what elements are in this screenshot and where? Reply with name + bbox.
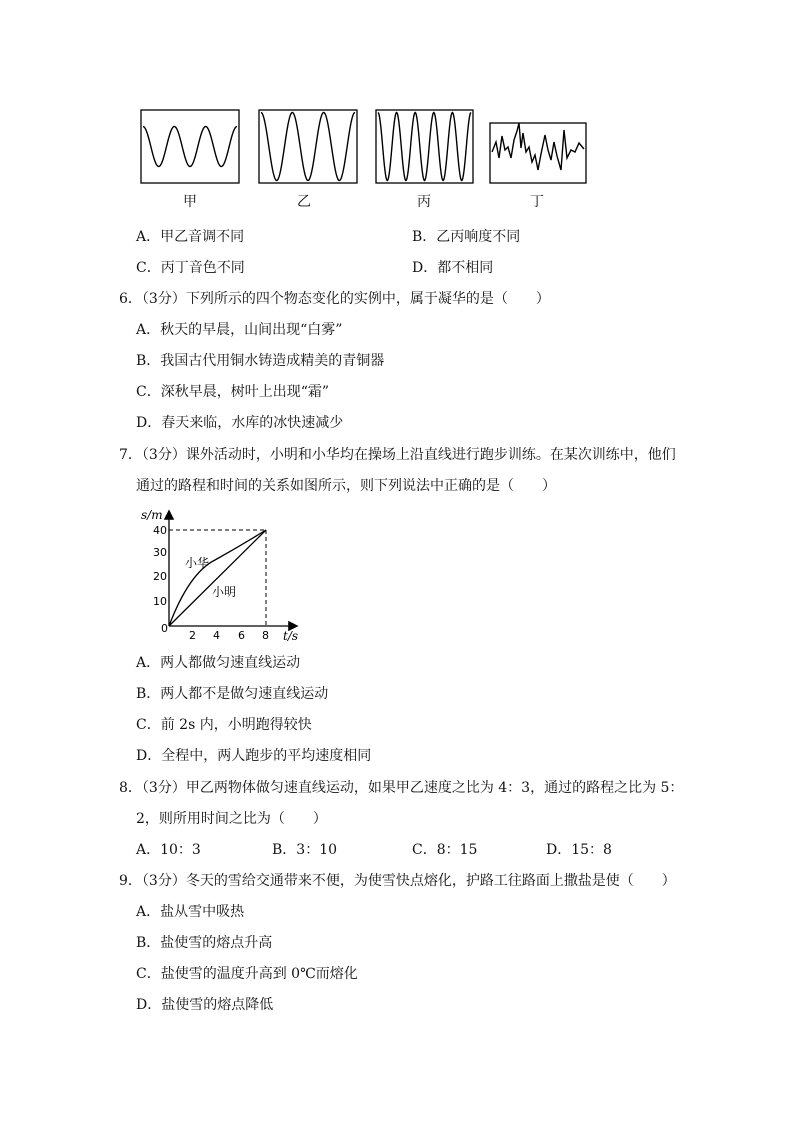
q7-curve-xiaoming xyxy=(169,530,266,626)
q8-option-d: D．15：8 xyxy=(546,842,612,858)
q5-option-c: C．丙丁音色不同 xyxy=(136,260,245,276)
q7-curve-label-xiaohua: 小华 xyxy=(185,556,210,570)
q7-graph-ytick: 30 xyxy=(153,546,167,559)
q7-graph-ylabel: s/m xyxy=(141,508,163,522)
q9-option-c: C．盐使雪的温度升高到 0℃而熔化 xyxy=(136,966,358,982)
wave-caption-bing: 丙 xyxy=(417,194,431,210)
q8-option-a: A．10：3 xyxy=(136,842,201,858)
q7-option-b: B．两人都不是做匀速直线运动 xyxy=(136,686,329,702)
q8-option-b: B．3：10 xyxy=(272,842,338,858)
q7-option-a: A．两人都做匀速直线运动 xyxy=(136,655,301,671)
q8-option-c: C．8：15 xyxy=(412,842,478,858)
q7-graph-ytick: 10 xyxy=(153,595,167,608)
q9-option-a: A．盐从雪中吸热 xyxy=(136,904,245,920)
q7-graph-xtick: 6 xyxy=(238,629,245,642)
q7-option-d: D．全程中，两人跑步的平均速度相同 xyxy=(136,748,372,764)
q7-graph-ytick: 40 xyxy=(153,524,167,537)
wave-caption-yi: 乙 xyxy=(297,194,311,210)
q7-stem-line1: 7．（3分）课外活动时，小明和小华均在操场上沿直线进行跑步训练。在某次训练中，他们 xyxy=(119,447,676,463)
q6-stem: 6．（3分）下列所示的四个物态变化的实例中，属于凝华的是（ ） xyxy=(119,291,550,307)
q7-stem-line2: 通过的路程和时间的关系如图所示，则下列说法中正确的是（ ） xyxy=(136,478,556,494)
q7-graph-xtick: 8 xyxy=(262,629,269,642)
q7-graph-ytick: 20 xyxy=(153,570,167,583)
q9-stem: 9．（3分）冬天的雪给交通带来不便，为使雪快点熔化，护路工往路面上撒盐是使（ ） xyxy=(119,873,676,889)
q8-stem-line2: 2，则所用时间之比为（ ） xyxy=(136,811,327,827)
q7-graph-origin: 0 xyxy=(161,622,168,635)
wave-caption-ding: 丁 xyxy=(530,194,544,210)
q7-graph-xtick: 4 xyxy=(213,629,220,642)
q6-option-a: A．秋天的早晨，山间出现“白雾” xyxy=(136,322,343,338)
wave-caption-jia: 甲 xyxy=(183,194,197,210)
q8-stem-line1: 8．（3分）甲乙两物体做匀速直线运动，如果甲乙速度之比为 4：3，通过的路程之比为 5： xyxy=(119,780,684,796)
q9-option-d: D．盐使雪的熔点降低 xyxy=(136,997,274,1013)
q6-option-c: C．深秋早晨，树叶上出现“霜” xyxy=(136,384,330,400)
q5-option-b: B．乙丙响度不同 xyxy=(412,229,521,245)
q6-option-b: B．我国古代用铜水铸造成精美的青铜器 xyxy=(136,353,385,369)
q9-option-b: B．盐使雪的熔点升高 xyxy=(136,935,273,951)
q6-option-d: D．春天来临，水库的冰快速减少 xyxy=(136,415,344,431)
q7-graph-xtick: 2 xyxy=(189,629,196,642)
q7-graph-xlabel: t/s xyxy=(283,629,299,643)
q5-option-a: A．甲乙音调不同 xyxy=(136,229,245,245)
q7-curve-label-xiaoming: 小明 xyxy=(212,585,237,599)
q7-option-c: C．前 2s 内，小明跑得较快 xyxy=(136,717,312,733)
q5-option-d: D．都不相同 xyxy=(412,260,494,276)
